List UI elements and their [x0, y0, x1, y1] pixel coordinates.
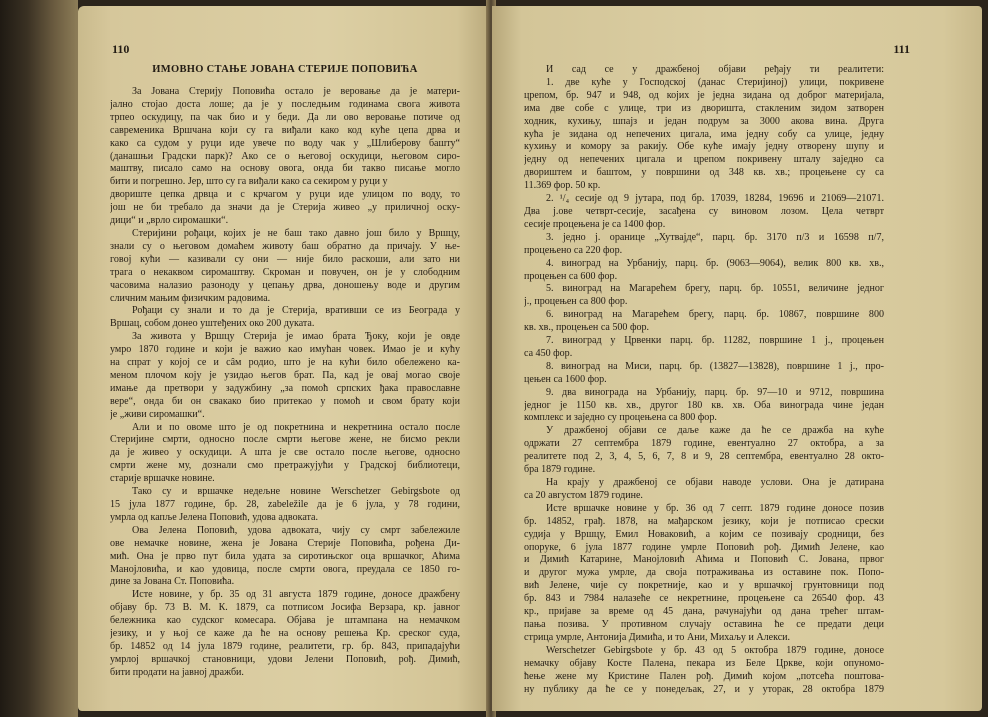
text-line: и другог мужа умрле, да своја потраживања из оставине пок. Попо- [524, 567, 884, 579]
text-line: умрла од капље Јелена Поповић, удова адвоката. [110, 511, 319, 523]
page-edges [0, 0, 78, 717]
text-line: кв. хв., процењен са 500 фор. [524, 322, 650, 334]
text-line: сесије процењена је са 1400 фор. [524, 218, 666, 230]
text-line: ходник, кухињу, шпајз и један подрум за 3000 акова вина. Друга [524, 115, 884, 127]
text-line: бити и погрешно. Јер, што су га виђали како са секиром у руци у [110, 176, 388, 188]
page-number: 110 [112, 42, 130, 56]
text-line: Werschetzer Gebirgsbote у бр. 43 од 5 октобра 1879 године, доносе [546, 644, 884, 656]
text-line: једног је 1150 кв. хв., другог 180 кв. хв. Оба винограда чине један [524, 399, 884, 411]
text-line: јално стојао доста лоше; да је у последњим годинама свога живота [110, 98, 460, 110]
text-line: и Димић Катарине, Манојловић Аћима и Поповић С. Јована, првог [524, 554, 884, 566]
text-line: бр. 843 и 7984 налазеће се некретнине, процењене са 26540 фор. 43 [524, 593, 884, 605]
text-line: Два ј.ове четврт-сесије, засађена су виновом лозом. Цела четврт [524, 205, 884, 217]
text-line: маштву, писало само на основу овога, онда би такво писање могло [110, 163, 460, 175]
text-line: процењен са 600 фор. [524, 270, 618, 282]
text-line: говој кући — казивали су они — није било раскоши, али зато ни [110, 253, 460, 265]
text-line: је „живи сиромашки“. [110, 408, 205, 420]
text-line: меном плочом коју је узидао његов брат. Па, кад је овај могао своје [110, 369, 460, 381]
text-line: једну од непечених цигала и црепом покривену шталу заједно са [524, 154, 884, 166]
text-line: двориштем и баштом, у површини од 348 кв. хв.; процењене су са [524, 167, 884, 179]
text-line: процењено са 220 фор. [524, 244, 623, 256]
text-line: мић. Она је прво пут била удата за сиротињског оца вршачког, Аћима [110, 550, 460, 562]
left-text-column [110, 64, 460, 680]
text-line: са 20 августом 1879 године. [524, 489, 643, 501]
text-line: У дражбеној објави се даље каже да ће се дражба на куће [546, 425, 884, 437]
text-line: Стеријини рођаци, којих је не баш тако давно још било у Вршцу, [132, 227, 460, 239]
chapter-title: ИМОВНО СТАЊЕ ЈОВАНА СТЕРИЈЕ ПОПОВИЋА [152, 64, 418, 75]
text-line: са 450 фор. [524, 347, 573, 359]
text-line: 15 јула 1877 године, бр. 28, zabeležile да је 6 јула, у 78 години, [110, 499, 460, 510]
right-page [492, 6, 982, 711]
text-line: савременика Вршчана који су га виђали како код куће цепа дрва и [110, 124, 460, 136]
text-line: вић Јелене, чије су покретније, као и у вршачкој грунтовници под [524, 580, 884, 592]
text-line: 6. виноград на Магарећем брегу, парц. бр. 10867, површине 800 [546, 309, 884, 321]
text-line: судија у Вршцу, Емил Новаковић, а којим се позивају сродници, без [524, 528, 884, 540]
page-number: 111 [893, 42, 910, 56]
text-line: За Јована Стерију Поповића остало је веровање да је матери- [132, 86, 460, 97]
text-line: вере“, онда би он свакако био притекао у помоћ и свом брату који [110, 395, 460, 407]
text-line: трага о некаквом сиромаштву. Скроман и повучен, он је у слободним [110, 266, 460, 278]
text-line: двориште цепка дрвца и с крчагом у руци иде улицом по воду, то [110, 189, 460, 201]
text-line: реалитете под 2, 3, 4, 5, 6, 7, 8 и 9, 28 септембра, евентуално 28 окто- [524, 451, 884, 463]
text-line: 9. два винограда на Урбанију, парц. бр. 97—10 и 9712, површина [546, 386, 884, 398]
right-body-text [524, 64, 884, 696]
text-line: имање да претвори у задужбину „за помоћ српских ђака православне [110, 382, 460, 394]
text-line: језику, и у њој се каже да ће на основу решења Кр. среског суда, [110, 628, 460, 640]
text-line: ј., процењен са 800 фор. [524, 296, 628, 308]
text-line: још не би требало да значи да је Стерија живео „у приличној оску- [110, 202, 460, 214]
text-line: ове немачке новине, жена је Јована Стерије Поповића, рођена Ди- [110, 537, 460, 549]
text-line: цењен са 1600 фор. [524, 373, 607, 385]
text-line: дине за Јована Ст. Поповића. [110, 576, 235, 588]
text-line: За живота у Вршцу Стерија је имао брата Ђоку, који је овде [132, 331, 460, 343]
text-line: има две собе с улице, три из дворишта, стакленим зидом затворен [524, 102, 884, 114]
text-line: Ова Јелена Поповић, удова адвоката, чију су смрт забележиле [132, 524, 460, 536]
text-line: смрти жене му, дознали смо претражујући у Градској библиотеци, [110, 460, 460, 472]
left-body-text [110, 86, 460, 680]
text-line: комплекс и заједно су процењена са 800 фор. [524, 412, 717, 424]
text-line: немачку објаву Косте Палена, пекара из Беле Цркве, који опуномо- [524, 657, 884, 669]
text-line: И сад се у дражбеној објави ређају ти реалитети: [546, 64, 884, 75]
text-line: црепом, бр. 947 и 948, од којих је једна зидана од доброг материјала, [524, 89, 884, 101]
text-line: 5. виноград на Магарећем брегу, парц. бр. 10551, величине једног [546, 283, 884, 295]
text-line: одржати 27 септембра 1879 године, евентуално 27 октобра, а за [524, 438, 884, 450]
text-line: сличним мањим физичким радовима. [110, 292, 271, 304]
text-line: Вршац, собом донео уштеђених око 200 дуката. [110, 318, 315, 330]
text-line: Исте новине, у бр. 35 од 31 августа 1879 године, доносе дражбену [132, 589, 460, 601]
text-line: објаву бр. 73 В. М. К. 1879, са потписом Јосифа Верзара, кр. јавног [110, 602, 460, 614]
text-line: кр., пријаве за време од 45 дана, рачунајући од дана трећег штам- [524, 606, 884, 618]
left-page [78, 6, 490, 711]
text-line: бележника као судског комесара. Објава је штампана на немачком [110, 615, 460, 627]
text-line: ћење жене му Кристине Пален рођ. Димић којом „потсећа поштова- [524, 670, 884, 682]
text-line: стрица умрле, Антонија Димића, и то Ани, Михаљу и Алекси. [524, 631, 791, 643]
text-line: 2. ¹/₄ сесије од 9 јутара, под бр. 17039, 18284, 19696 и 21069—21071. [546, 193, 884, 205]
text-line: 4. виноград на Урбанију, парц. бр. (9063—9064), велик 800 кв. хв., [546, 257, 884, 269]
text-line: Али и по овоме што је од покретнина и некретнина остало после [132, 421, 460, 433]
text-line: Тако су и вршачке недељне новине Werschetzer Gebirgsbote од [132, 486, 460, 498]
text-line: Стеријине смрти, односно после смрти његове жене, не бисмо рекли [110, 434, 460, 446]
text-line: кућа је зидана од непечених цигала, има једну собу са улице, једну [524, 128, 884, 140]
text-line: бити продати на јавној дражби. [110, 666, 244, 678]
text-line: ну публику да ће се у понедељак, 27, и у уторак, 28 октобра 1879 [524, 683, 884, 695]
text-line: старије вршачке новине. [110, 473, 215, 485]
text-line: умро 1870 године и који је важио као имућан човек. Имао је и кућу [110, 344, 460, 356]
text-line: да је живео у оскудици. А шта је све остало после његове, односно [110, 447, 460, 459]
text-line: бр. 14852 од 14 јула 1879 године, реалитети, гр. бр. 843, припадајући [110, 640, 460, 652]
text-line: опоруке, 6 јула 1877 године умрле Поповић рођ. Димић Јелене, као [524, 541, 884, 553]
text-line: кухињу и комору за ракију. Обе куће имају једну отворену шупу и [524, 141, 884, 153]
text-line: 3. једно ј. оранице „Хутвајде“, парц. бр. 3170 п/3 и 16598 п/7, [546, 231, 884, 243]
text-line: бр. 14852, грађ. 1878, на мађарском језику, који је потписао срески [524, 515, 884, 527]
text-line: (данашњи Градски парк)? Ако се о његовој оскудици, његовом сиро- [110, 150, 460, 162]
text-line: 1. две куће у Господској (данас Стеријиној) улици, покривене [546, 76, 884, 88]
text-line: Рођаци су знали и то да је Стерија, вративши се из Београда у [132, 305, 460, 317]
text-line: како са судом у руци иде увече по воду чак у „Шлиберову башту“ [110, 137, 460, 149]
text-line: На крају у дражбеној се објави наводе услови. Она је датирана [546, 477, 884, 488]
text-line: пања позива. У противном случају оставина ће се предати деци [524, 618, 884, 630]
text-line: дици“ и „врло сиромашки“. [110, 215, 229, 227]
text-line: Манојловића, и као удовица, после смрти овога, преудала се 1850 го- [110, 563, 460, 575]
text-line: 7. виноград у Црвенки парц. бр. 11282, површине 1 ј., процењен [546, 335, 884, 347]
text-line: часовима налазио разоноду у цепању дрва, доношењу воде и другим [110, 279, 460, 291]
text-line: умрлој вршачкој становници, удови Јелени Поповић, рођ. Димић, [110, 653, 460, 665]
text-line: трпео оскудицу, па чак био и у беди. Да ли ово веровање потиче од [110, 111, 460, 123]
right-text-column [524, 64, 884, 696]
text-line: на спрат у којој се и сâм родио, што је на кући било обележено ка- [110, 357, 460, 369]
text-line: 8. виноград на Миси, парц. бр. (13827—13828), површине 1 ј., про- [546, 360, 884, 372]
text-line: 11.369 фор. 50 кр. [524, 180, 601, 192]
text-line: знали су о његовом домаћем животу баш обратно да причају. У ње- [110, 240, 460, 252]
text-line: бра 1879 године. [524, 464, 596, 476]
text-line: Исте вршачке новине у бр. 36 од 7 септ. 1879 године доносе позив [546, 502, 884, 514]
